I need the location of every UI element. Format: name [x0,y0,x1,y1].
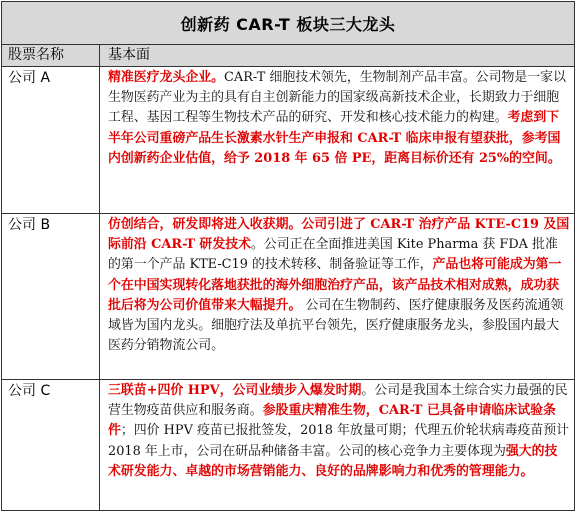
company-fundamentals [100,380,574,510]
table-header-row [2,45,574,67]
company-name: 公司 A [2,67,100,213]
fundamentals-segment: CAR-T 细胞技术领先，生物制剂产品丰富。公司物是一家以生物医药产业为主的具有自主创新能力的国家级高新技术企业，长期致力于细胞工程、基因工程等生物技术产品的研究、开发和核心技术能力的构建。 [108,70,566,126]
fundamentals-segment: 产品也将可能成为第一个在中国实现转化落地获批的海外细胞治疗产品，该产品技术相对成熟，成功获批后将为公司价值带来大幅提升。 [108,257,562,313]
fundamentals-segment: 公司在生物制药、医疗健康服务及医药流通领域皆为国内龙头。细胞疗法及单抗平台领先，医疗健康服务龙头，参股国内最大医药分销物流公司。 [108,297,564,354]
fundamentals-segment: ；四价 HPV 疫苗已报批签发，2018 年放量可期；代理五价轮状病毒疫苗预计 2018 年上市，公司在研品种储备丰富。公司的核心竞争力主要体现为 [108,423,570,459]
fundamentals-segment: 三联苗+四价 HPV，公司业绩步入爆发时期 [108,383,362,398]
company-fundamentals [100,214,574,379]
fundamentals-segment: 仿创结合，研发即将进入收获期。公司引进了 CAR-T 治疗产品 KTE-C19 及国际前沿 CAR-T 研发技术 [108,217,570,253]
company-name: 公司 B [2,214,100,379]
table-row [2,67,574,214]
fundamentals-segment: 考虑到下半年公司重磅产品生长激素水针生产申报和 CAR-T 临床申报有望获批，参考国内创新药企业估值，给予 2018 年 65 倍 PE，距离目标价还有 25%的空间。 [108,110,561,166]
header-fundamentals: 基本面 [108,47,150,63]
company-fundamentals [100,67,574,213]
table-row [2,214,574,380]
fundamentals-segment: 参股重庆精准生物，CAR-T 已具备申请临床试验条件 [108,403,556,439]
fundamentals-segment: 。公司是我国本土综合实力最强的民营生物疫苗供应和服务商。 [108,383,568,419]
stock-table [1,1,575,511]
table-row [2,380,574,510]
fundamentals-segment: 强大的技术研发能力、卓越的市场营销能力、良好的品牌影响力和优秀的管理能力。 [108,443,558,479]
fundamentals-segment: 。公司正在全面推进美国 Kite Pharma 获 FDA 批准的第一个产品 KTE-C19 的技术转移、制备验证等工作， [108,237,558,273]
table-title: 创新药 CAR-T 板块三大龙头 [2,2,574,45]
header-stock-name: 股票名称 [2,45,100,66]
fundamentals-segment: 精准医疗龙头企业。 [108,70,225,85]
company-name: 公司 C [2,380,100,510]
